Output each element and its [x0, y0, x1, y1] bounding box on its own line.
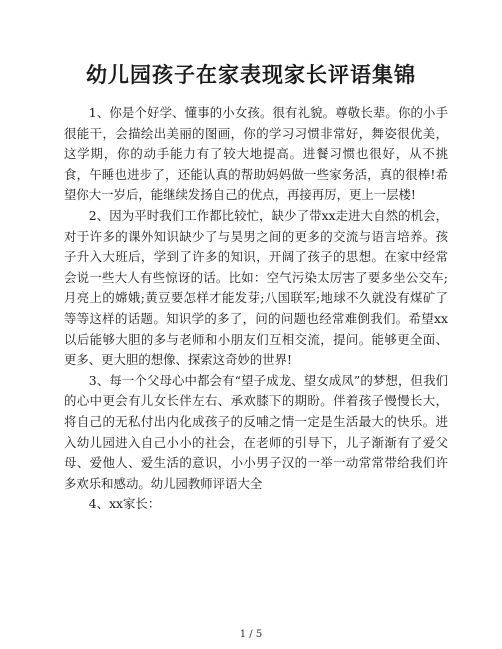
paragraph-2: 2、因为平时我们工作都比较忙，缺少了带xx走进大自然的机会，对于许多的课外知识缺少了与昊男之间的更多的交流与语言培养。孩子升入大班后，学到了许多的知识，开阔了孩子的思想。在家中经常会说一些大人有些惊讶的话。比如：空气污染太厉害了要多坐公交车;月亮上的嫦娥;黄豆要怎样才能发芽;八国联军;地球不久就没有煤矿了等等这样的话题。知识学的多了，问的问题也经常难倒我们。希望xx以后能够大胆的多与老师和小朋友们互相交流，提问。能够更全面、更多、更大胆的想像、探索这奇妙的世界! [64, 207, 448, 368]
paragraph-1: 1、你是个好学、懂事的小女孩。很有礼貌。尊敬长辈。你的小手很能干，会描绘出美丽的图画，你的学习习惯非常好，舞姿很优美，这学期，你的动手能力有了较大地提高。进餐习惯也很好，从不挑食，午睡也进步了，还能认真的帮助妈妈做一些家务活，真的很棒!希望你大一岁后，能继续发扬自己的优点，再接再厉，更上一层楼! [64, 105, 448, 203]
paragraph-3: 3、每一个父母心中都会有“望子成龙、望女成凤”的梦想，但我们的心中更会有儿女长伴左右、承欢膝下的期盼。伴着孩子慢慢长大，将自己的无私付出内化成孩子的反哺之情一定是生活最大的快乐。进入幼儿园进入自己小小的社会，在老师的引导下，儿子渐渐有了爱父母、爱他人、爱生活的意识，小小男子汉的一举一动常常带给我们许多欢乐和感动。幼儿园教师评语大全 [64, 372, 448, 491]
page-number: 1 / 5 [239, 629, 263, 640]
document-body [64, 103, 448, 515]
paragraph-4: 4、xx家长： [88, 496, 161, 512]
document-title: 幼儿园孩子在家表现家长评语集锦 [86, 62, 416, 87]
